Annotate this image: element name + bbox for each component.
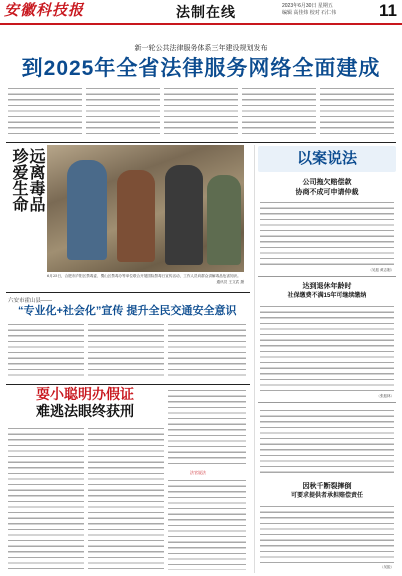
caption-credit: 通讯员 王文武 摄 xyxy=(216,279,244,284)
lead-body-col-3 xyxy=(164,86,238,138)
feature-divider xyxy=(6,292,250,293)
article3-tag: 法官说法 xyxy=(190,470,206,475)
lead-body-col-5 xyxy=(320,86,394,138)
sidebar-divider-1 xyxy=(258,276,396,277)
date-line xyxy=(282,3,377,17)
sidebar-box3-title-1: 因秋千断裂摔倒 xyxy=(302,483,352,490)
article3-headline-line-2: 难逃法眼终获刑 xyxy=(36,405,134,420)
caption-text: 6月25日，合肥市庐阳区禁毒委、蜀山区禁毒办等单位联合开展国际禁毒日宣传活动，工作人员向群众讲解毒品危害知识。 xyxy=(47,274,241,278)
feature-vertical-title-2: 远离毒品 xyxy=(27,148,44,212)
article3-body-col-3a xyxy=(168,388,246,466)
feature-vertical-title-1: 珍爱生命 xyxy=(10,148,27,212)
article3-body-col-1 xyxy=(8,426,84,570)
newspaper-logo: 安徽科技报 xyxy=(4,3,85,19)
sidebar-box2-title-1: 达到退休年龄时 xyxy=(302,283,352,290)
person-figure xyxy=(207,175,241,265)
sidebar-box3-title-2: 可要求提供者承担赔偿责任 xyxy=(290,493,363,499)
sidebar-box1-title-1: 公司拖欠赔偿款 xyxy=(302,179,352,186)
article3-body-col-3b xyxy=(168,478,246,570)
sidebar-divider-2 xyxy=(258,402,396,403)
person-figure xyxy=(117,170,155,262)
masthead-rule xyxy=(0,23,402,25)
article2-kicker: 六安市霍山县—— xyxy=(8,298,53,304)
lead-body-col-4 xyxy=(242,86,316,138)
person-figure xyxy=(67,160,107,260)
article3-headline-line-1: 耍小聪明办假证 xyxy=(36,388,134,403)
lead-headline: 到2025年全省法律服务网络全面建成 xyxy=(21,57,381,80)
lead-kicker: 新一轮公共法律服务体系三年建设规划发布 xyxy=(134,45,268,52)
article2-divider xyxy=(6,384,250,385)
lead-body-col-2 xyxy=(86,86,160,138)
section-title: 法制在线 xyxy=(176,4,236,20)
sidebar-box2-body-cont xyxy=(260,408,394,476)
lead-body-col-1 xyxy=(8,86,82,138)
sidebar-box2-body xyxy=(260,304,394,394)
article2-body-col-3 xyxy=(168,322,246,380)
sidebar-box1-title-2: 协商不成可申请仲裁 xyxy=(295,189,359,196)
sidebar-box1-body xyxy=(260,200,394,266)
article2-headline: “专业化+社会化”宣传 提升全民交通安全意识 xyxy=(18,305,237,317)
page-number: 11 xyxy=(379,1,397,20)
feature-photo xyxy=(47,145,244,272)
person-figure xyxy=(165,165,203,265)
article3-body-col-2 xyxy=(88,426,164,570)
photo-caption xyxy=(47,274,244,285)
sidebar-box2-title-2: 社保缴费不满15年可继续缴纳 xyxy=(287,293,367,299)
sidebar-box3-body xyxy=(260,504,394,564)
sidebar-banner-title: 以案说法 xyxy=(296,150,357,167)
article2-body-col-1 xyxy=(8,322,84,380)
article2-body-col-2 xyxy=(88,322,164,380)
editor-text: 编辑 高佳炜 校对 石仁伟 xyxy=(282,10,337,16)
date-text: 2023年6月30日 星期五 xyxy=(282,3,333,9)
sidebar-box3-author: （吴振） xyxy=(380,565,394,569)
lead-divider xyxy=(6,142,396,143)
sidebar-box1-author: （吴振 黄志刚） xyxy=(368,268,394,272)
sidebar-box2-author: （张振林） xyxy=(376,394,394,398)
